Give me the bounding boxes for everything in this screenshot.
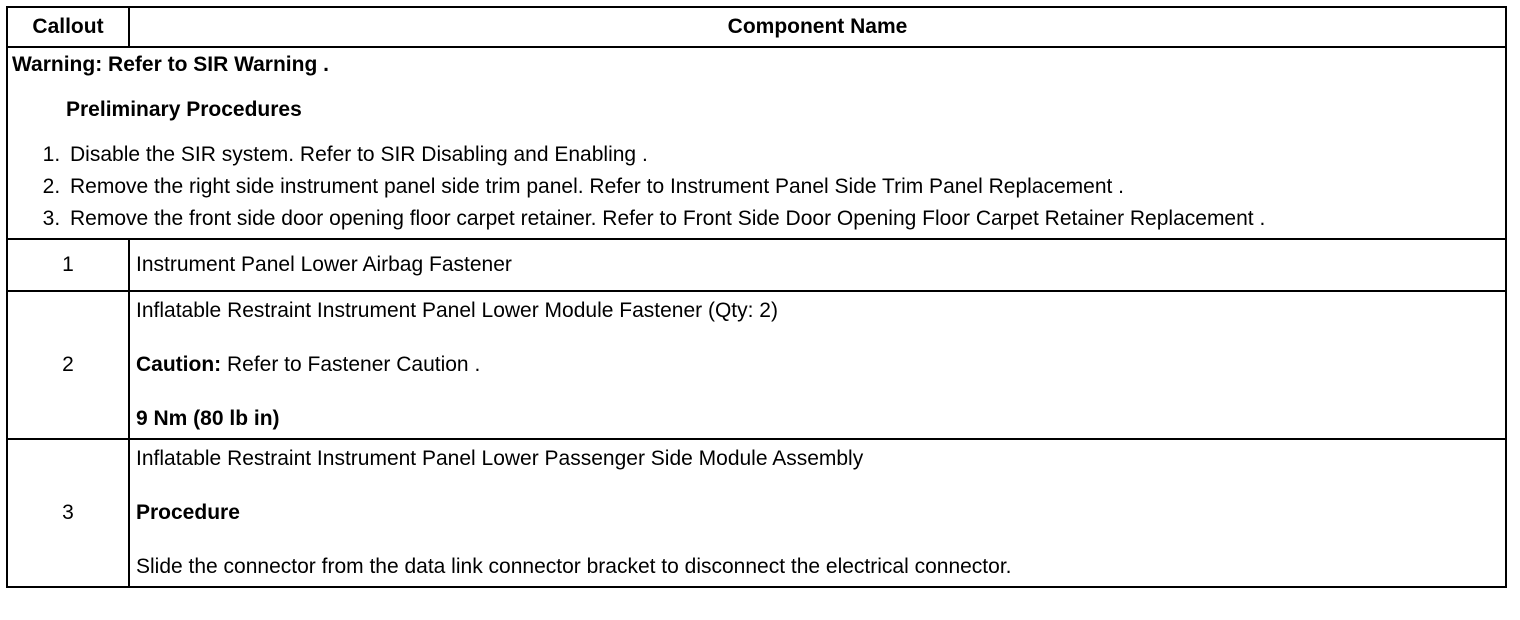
step-item: 3. Remove the front side door opening floor carpet retainer. Refer to Front Side Door Opening Floor Carpet Retainer Replacement .: [66, 206, 1505, 232]
caution-line: [136, 352, 1499, 378]
warning-label: Warning:: [12, 53, 103, 76]
table-header-row: [7, 7, 1506, 47]
caution-text: Refer to Fastener Caution .: [221, 353, 481, 376]
callout-number: 2: [7, 291, 129, 439]
preliminary-title: Preliminary Procedures: [66, 98, 302, 121]
procedure-label: Procedure: [136, 501, 240, 524]
preliminary-cell: [7, 47, 1506, 239]
table-row: [7, 439, 1506, 587]
header-callout: Callout: [7, 7, 129, 47]
component-name: Inflatable Restraint Instrument Panel Lower Passenger Side Module Assembly: [136, 447, 864, 470]
step-item: 2. Remove the right side instrument panel side trim panel. Refer to Instrument Panel Side Trim Panel Replacement .: [66, 174, 1505, 200]
callout-number: 3: [7, 439, 129, 587]
preliminary-row: [7, 47, 1506, 239]
warning-line: [12, 52, 1505, 78]
callout-number: 1: [7, 239, 129, 291]
procedure-text: Slide the connector from the data link connector bracket to disconnect the electrical connector.: [136, 555, 1012, 578]
component-cell: [129, 291, 1506, 439]
caution-label: Caution:: [136, 353, 222, 376]
step-item: 1. Disable the SIR system. Refer to SIR Disabling and Enabling .: [66, 142, 1505, 168]
component-name: Inflatable Restraint Instrument Panel Lower Module Fastener (Qty: 2): [136, 299, 778, 322]
header-component-name: Component Name: [129, 7, 1506, 47]
preliminary-steps: [12, 142, 1505, 232]
torque-spec: 9 Nm (80 lb in): [136, 407, 280, 430]
component-table: [6, 6, 1507, 588]
table-row: [7, 291, 1506, 439]
table-row: [7, 239, 1506, 291]
component-name: Instrument Panel Lower Airbag Fastener: [129, 239, 1506, 291]
warning-text: Refer to SIR Warning .: [102, 53, 329, 76]
component-cell: [129, 439, 1506, 587]
